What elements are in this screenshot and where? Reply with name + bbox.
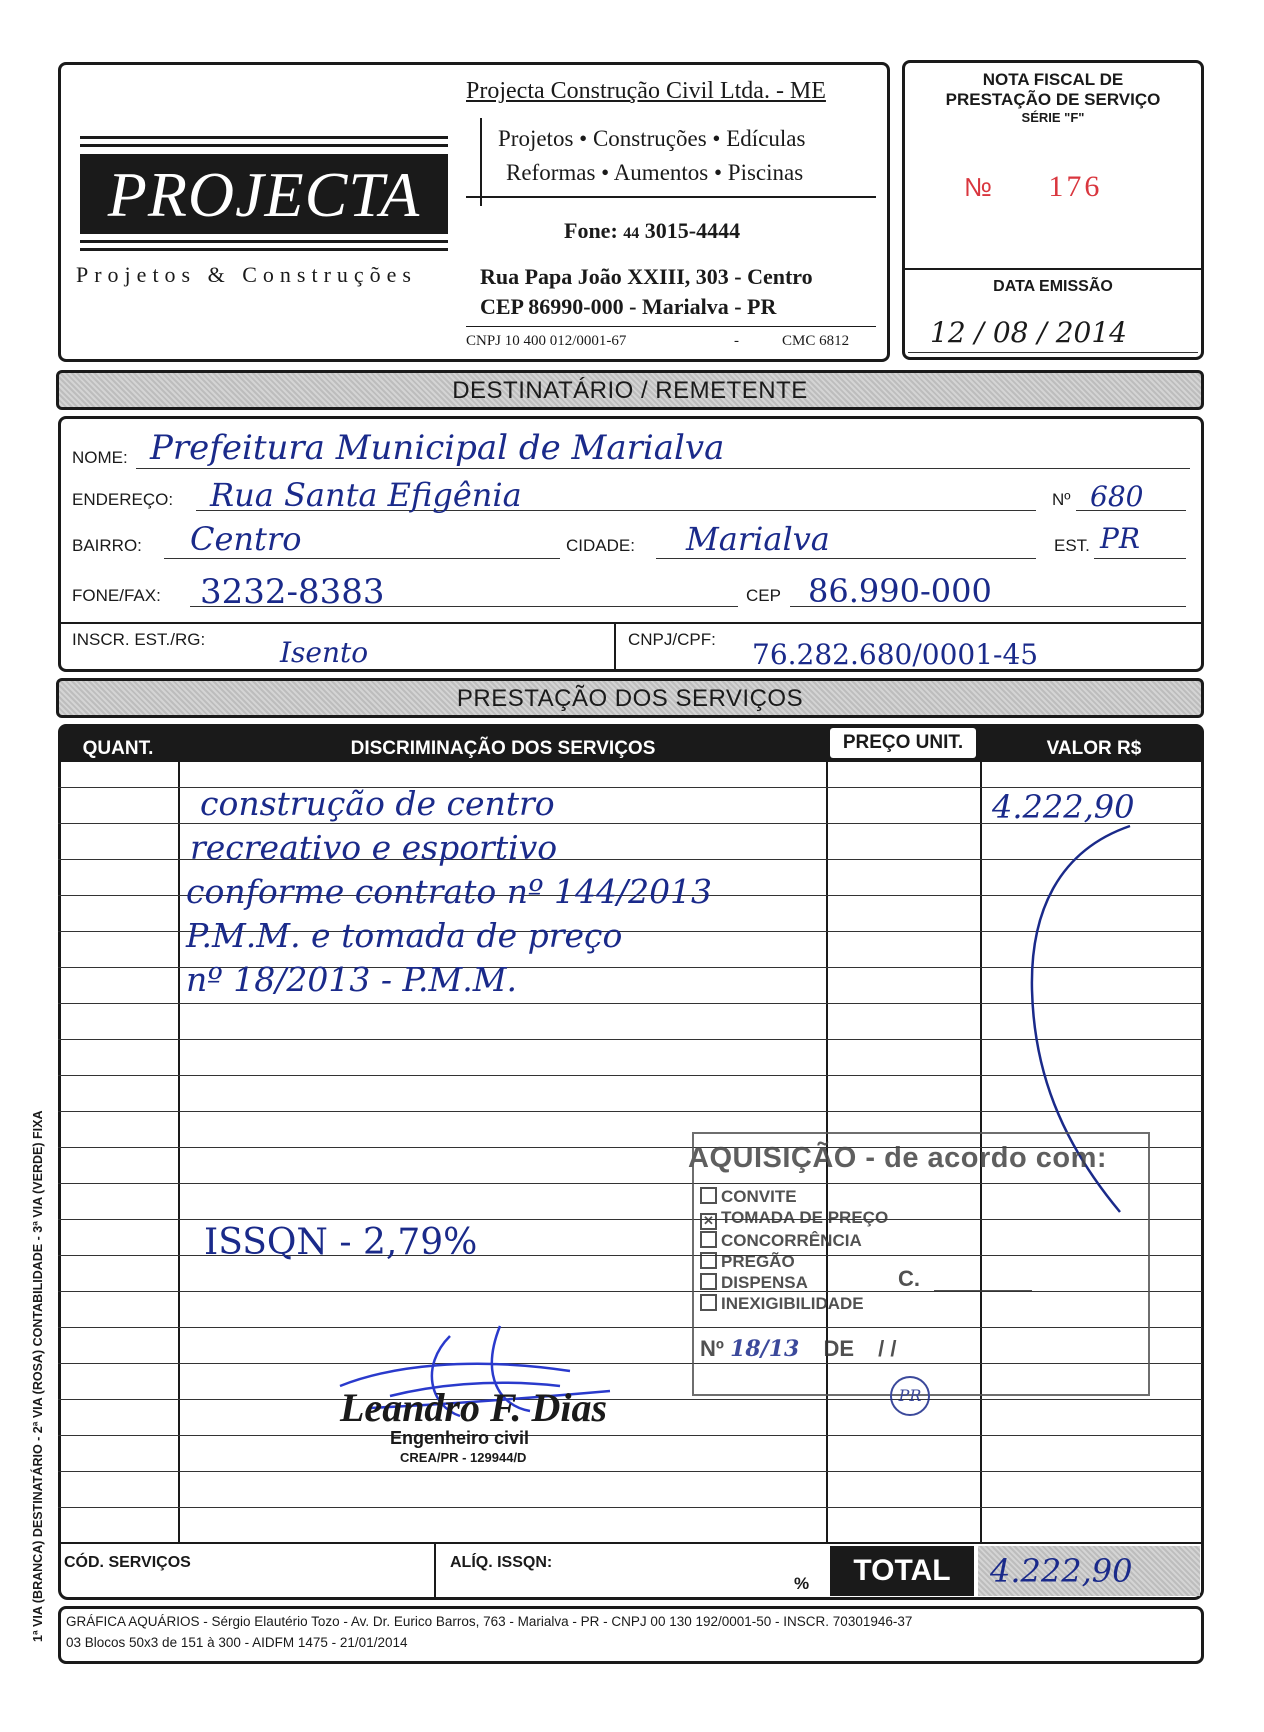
- stamp-options: [700, 1186, 888, 1314]
- signature-crea: CREA/PR - 129944/D: [400, 1450, 527, 1465]
- company-cmc: CMC 6812: [782, 333, 850, 349]
- service-line-1: construção de centro: [200, 784, 555, 823]
- company-logo: [80, 136, 448, 254]
- company-cnpj: CNPJ 10 400 012/0001-67: [466, 333, 627, 349]
- recipient-district: Centro: [190, 520, 302, 558]
- stamp-c-label: C.: [898, 1266, 920, 1291]
- stamp-title: AQUISIÇÃO - de acordo com:: [688, 1142, 1108, 1174]
- stamp-option-tomada: ✕ TOMADA DE PREÇO: [700, 1207, 888, 1230]
- service-line-3: conforme contrato nº 144/2013: [186, 872, 713, 911]
- company-name: Projecta Construção Civil Ltda. - ME: [466, 78, 826, 104]
- printer-line-2: 03 Blocos 50x3 de 151 à 300 - AIDFM 1475 - 21/01/2014: [66, 1635, 408, 1650]
- state-line: [1094, 558, 1186, 559]
- signature-title: Engenheiro civil: [390, 1428, 530, 1448]
- services-underline: [466, 196, 876, 198]
- recipient-section-title: DESTINATÁRIO / REMETENTE: [452, 377, 808, 404]
- recipient-state: PR: [1100, 522, 1140, 555]
- company-cnpj-sep: -: [734, 333, 739, 349]
- service-line-5: nº 18/2013 - P.M.M.: [186, 960, 518, 999]
- stamp-option-pregao: PREGÃO: [700, 1251, 888, 1272]
- tax-note: ISSQN - 2,79%: [204, 1222, 478, 1263]
- insc-row-divider: [60, 622, 1202, 624]
- stamp-number-row: Nº 18/13 DE / /: [700, 1336, 897, 1362]
- recipient-insc: Isento: [280, 636, 369, 669]
- footer-row-divider: [58, 1542, 1204, 1544]
- cod-label: CÓD. SERVIÇOS: [64, 1554, 191, 1571]
- company-tagline: Projetos & Construções: [76, 262, 417, 287]
- city-line: [656, 558, 1036, 559]
- number-label: Nº: [1052, 490, 1071, 509]
- services-section-title: PRESTAÇÃO DOS SERVIÇOS: [456, 685, 804, 712]
- phone-label: FONE/FAX:: [72, 586, 161, 605]
- services-line-2: Reformas • Aumentos • Piscinas: [506, 160, 804, 185]
- services-line-1: Projetos • Construções • Edículas: [498, 126, 806, 151]
- company-phone: Fone: 44 3015-4444: [564, 218, 741, 243]
- invoice-number: № 176: [964, 170, 1103, 203]
- insc-col-divider: [614, 622, 616, 670]
- acquisition-stamp: [688, 1132, 1150, 1405]
- company-cep-city: CEP 86990-000 - Marialva - PR: [480, 294, 777, 319]
- logo-text: PROJECTA: [107, 159, 421, 230]
- district-label: BAIRRO:: [72, 536, 142, 555]
- aliq-label: ALÍQ. ISSQN:: [450, 1554, 553, 1571]
- invoice-title: NOTA FISCAL DE PRESTAÇÃO DE SERVIÇO SÉRIE "F": [945, 70, 1161, 125]
- col-divider-quant: [178, 740, 180, 1542]
- name-line: [136, 468, 1190, 469]
- cnpj-label: CNPJ/CPF:: [628, 630, 716, 649]
- city-label: CIDADE:: [566, 536, 635, 555]
- recipient-name: Prefeitura Municipal de Marialva: [150, 428, 725, 468]
- col-quant-header: QUANT.: [82, 738, 154, 759]
- cnpj-rule: [466, 326, 876, 327]
- col-value-header: VALOR R$: [1046, 738, 1142, 759]
- recipient-phone: 3232-8383: [200, 572, 385, 612]
- percent-sign: %: [794, 1574, 810, 1593]
- invoice-date-line: [908, 352, 1198, 353]
- service-line-2: recreativo e esportivo: [190, 828, 558, 867]
- signature-name: Leandro F. Dias: [340, 1385, 608, 1430]
- address-label: ENDEREÇO:: [72, 490, 174, 509]
- services-divider: [480, 118, 482, 206]
- insc-label: INSCR. EST./RG:: [72, 630, 206, 649]
- total-label: TOTAL: [853, 1554, 951, 1587]
- side-copy-text: 1ª VIA (BRANCA) DESTINATÁRIO - 2ª VIA (ROSA) CONTABILIDADE - 3ª VIA (VERDE) FIXA: [31, 1110, 45, 1642]
- stamp-initials: PR: [890, 1376, 930, 1416]
- cep-label: CEP: [746, 586, 781, 605]
- recipient-section-band: [56, 370, 1204, 410]
- name-label: NOME:: [72, 448, 128, 467]
- stamp-c-line: [934, 1290, 1032, 1292]
- service-value: 4.222,90: [992, 788, 1135, 826]
- stamp-option-convite: CONVITE: [700, 1186, 888, 1207]
- invoice-date-divider: [904, 268, 1202, 270]
- company-address: Rua Papa João XXIII, 303 - Centro: [480, 264, 813, 289]
- recipient-city: Marialva: [686, 520, 830, 558]
- total-label-box: [830, 1546, 974, 1596]
- recipient-number: 680: [1090, 480, 1144, 513]
- col-desc-header: DISCRIMINAÇÃO DOS SERVIÇOS: [350, 738, 656, 759]
- services-section-band: [56, 678, 1204, 718]
- col-unit-header: PREÇO UNIT.: [830, 728, 976, 758]
- recipient-cep: 86.990-000: [808, 572, 992, 610]
- footer-col-divider: [434, 1544, 436, 1598]
- recipient-cnpj: 76.282.680/0001-45: [752, 638, 1039, 671]
- stamp-option-concorrencia: CONCORRÊNCIA: [700, 1230, 888, 1251]
- stamp-option-dispensa: DISPENSA: [700, 1272, 888, 1293]
- invoice-date: 12 / 08 / 2014: [930, 316, 1127, 349]
- invoice-date-label: DATA EMISSÃO: [993, 278, 1113, 295]
- total-value-box: [978, 1546, 1200, 1596]
- stamp-option-inexigibilidade: INEXIGIBILIDADE: [700, 1293, 888, 1314]
- printer-line-1: GRÁFICA AQUÁRIOS - Sérgio Elautério Tozo - Av. Dr. Eurico Barros, 763 - Marialva - PR - CNPJ 00 130 192/0001-50 - INSCR. 70301946-37: [66, 1614, 913, 1629]
- service-line-4: P.M.M. e tomada de preço: [186, 916, 623, 955]
- recipient-address: Rua Santa Efigênia: [210, 476, 522, 514]
- total-value: 4.222,90: [990, 1552, 1133, 1590]
- state-label: EST.: [1054, 536, 1090, 555]
- district-line: [164, 558, 560, 559]
